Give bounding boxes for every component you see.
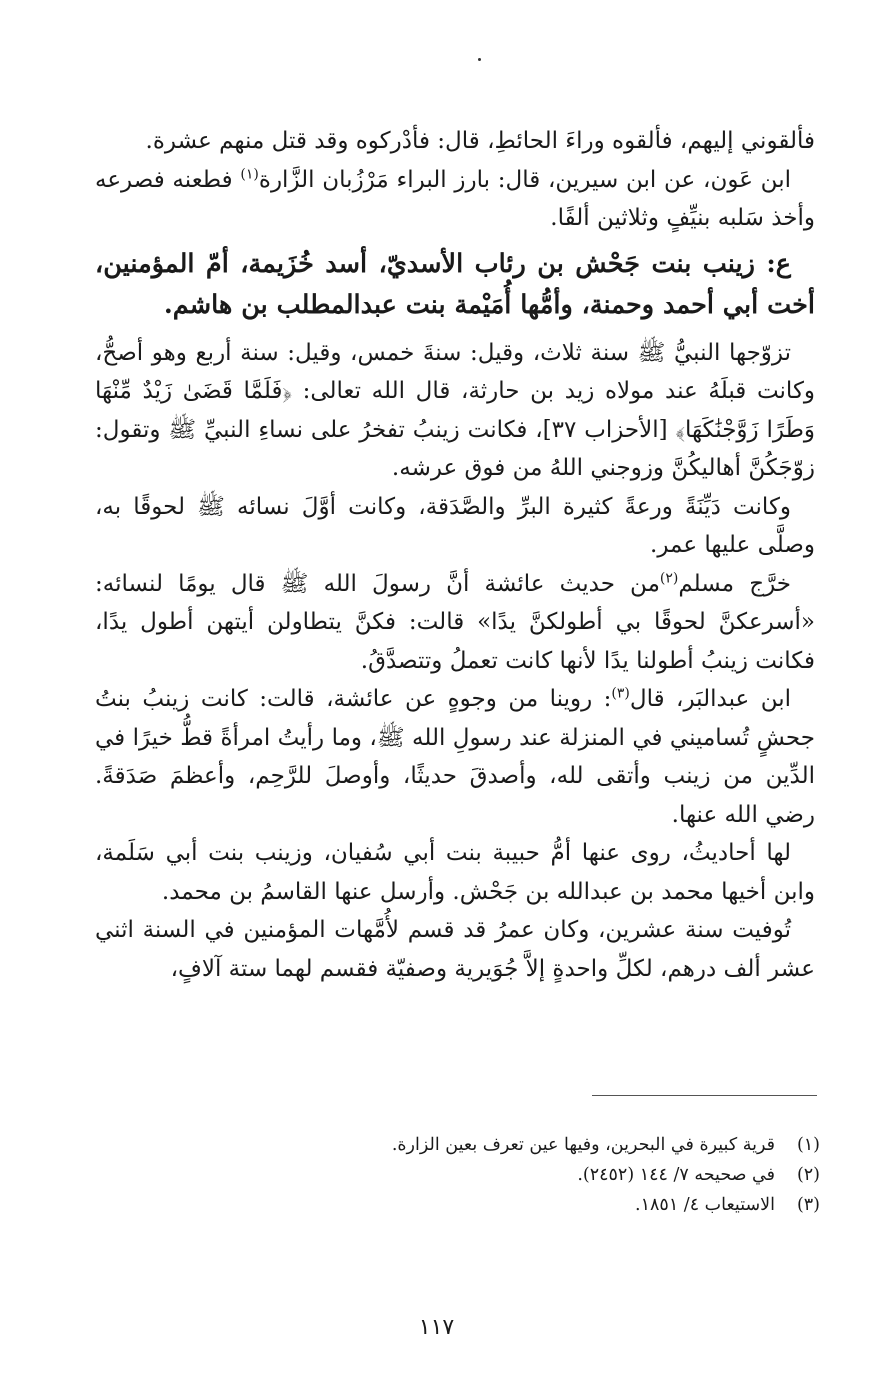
- paragraph-2-end: فطعنه فصرعه وأخذ سَلبه بنيِّفٍ وثلاثين ألفًا.: [95, 166, 815, 231]
- footnote-2: [300, 1160, 820, 1190]
- paragraph-1: فألقوني إليهم، فألقوه وراءَ الحائطِ، قال: فأدْركوه وقد قتل منهم عشرة.: [145, 128, 815, 154]
- footnote-marker-2: (٢): [659, 569, 679, 586]
- footnote-number: (٣): [796, 1195, 820, 1215]
- page-number: ١١٧: [418, 1315, 455, 1340]
- paragraph-8: تُوفيت سنة عشرين، وكان عمرُ قد قسم لأُمَّهات المؤمنين في السنة اثني عشر ألف درهم، لكلِّ واحدةٍ إلاَّ جُوَيرية وصفيّة فقسم لهما ستة آلافٍ،: [95, 917, 815, 982]
- footnote-marker-3: (٣): [611, 685, 630, 702]
- paragraph-6-start: ابن عبدالبَر، قال: [629, 686, 791, 712]
- paragraph-7: لها أحاديثُ، روى عنها أمُّ حبيبة بنت أبي سُفيان، وزينب بنت أبي سَلَمة، وابن أخيها محمد بن عبدالله بن جَحْش. وأرسل عنها القاسمُ بن محمد.: [95, 840, 815, 905]
- footnotes: [300, 1130, 820, 1220]
- footnote-3: [300, 1190, 820, 1220]
- paragraph-6-end: : روينا من وجوهٍ عن عائشة، قالت: كانت زينبُ بنتُ جحشٍ تُساميني في المنزلة عند رسولِ الله ﷺ، وما رأيتُ امرأةً قطُّ خيرًا في الدِّين من زينب وأتقى لله، وأصدقَ حديثًا، وأوصلَ للرَّحِم، وأعظمَ صَدَقةً. رضي الله عنها.: [95, 686, 815, 828]
- paragraph-2-start: ابن عَون، عن ابن سيرين، قال: بارز البراء مَرْزُبان الزَّارة: [258, 166, 791, 193]
- main-text: [95, 122, 815, 988]
- footnote-1: [300, 1130, 820, 1160]
- paragraph-2: [95, 161, 815, 238]
- footnote-number: (٢): [796, 1165, 820, 1185]
- paragraph-4: وكانت دَيِّنَةً ورعةً كثيرة البرِّ والصَّدَقة، وكانت أوَّلَ نسائه ﷺ لحوقًا به، وصلَّى عليها عمر.: [95, 493, 815, 558]
- paragraph-3: تزوّجها النبيُّ ﷺ سنة ثلاث، وقيل: سنةَ خمس، وقيل: سنة أربع وهو أصحُّ، وكانت قبلَهُ عند مولاه زيد بن حارثة، قال الله تعالى: ﴿فَلَمَّا قَضَىٰ زَيْدٌ مِّنْهَا وَطَرًا زَوَّجْنَٰكَهَا﴾ [الأحزاب ٣٧]، فكانت زينبُ تفخرُ على نساءِ النبيِّ ﷺ وتقول: زوّجَكُنَّ أهاليكُنَّ وزوجني اللهُ من فوق عرشه.: [95, 339, 815, 481]
- paragraph-5-end: من حديث عائشة أنَّ رسولَ الله ﷺ قال يومًا لنسائه: «أسرعكنَّ لحوقًا بي أطولكنَّ يدًا» قالت: فكنَّ يتطاولن أيتهن أطول يدًا، فكانت زينبُ أطولنا يدًا لأنها كانت تعملُ وتتصدَّقُ.: [95, 570, 815, 674]
- footnote-text: في صحيحه ٧/ ١٤٤ (٢٤٥٢).: [577, 1165, 775, 1185]
- footnote-marker-1: (١): [240, 165, 259, 182]
- paragraph-5: [95, 565, 815, 681]
- footnote-number: (١): [796, 1135, 820, 1155]
- biography-heading: ع: زينب بنت جَحْش بن رئاب الأسديّ، أسد خُزَيمة، أمّ المؤمنين، أخت أبي أحمد وحمنة، وأمُّها أُمَيْمة بنت عبدالمطلب بن هاشم.: [95, 248, 815, 320]
- footnote-text: الاستيعاب ٤/ ١٨٥١.: [635, 1195, 775, 1215]
- paragraph-5-start: خرَّج مسلم: [678, 570, 792, 597]
- print-speck: [478, 58, 481, 61]
- footnote-separator: [592, 1095, 817, 1096]
- paragraph-6: [95, 680, 815, 834]
- footnote-text: قرية كبيرة في البحرين، وفيها عين تعرف بعين الزارة.: [391, 1135, 775, 1155]
